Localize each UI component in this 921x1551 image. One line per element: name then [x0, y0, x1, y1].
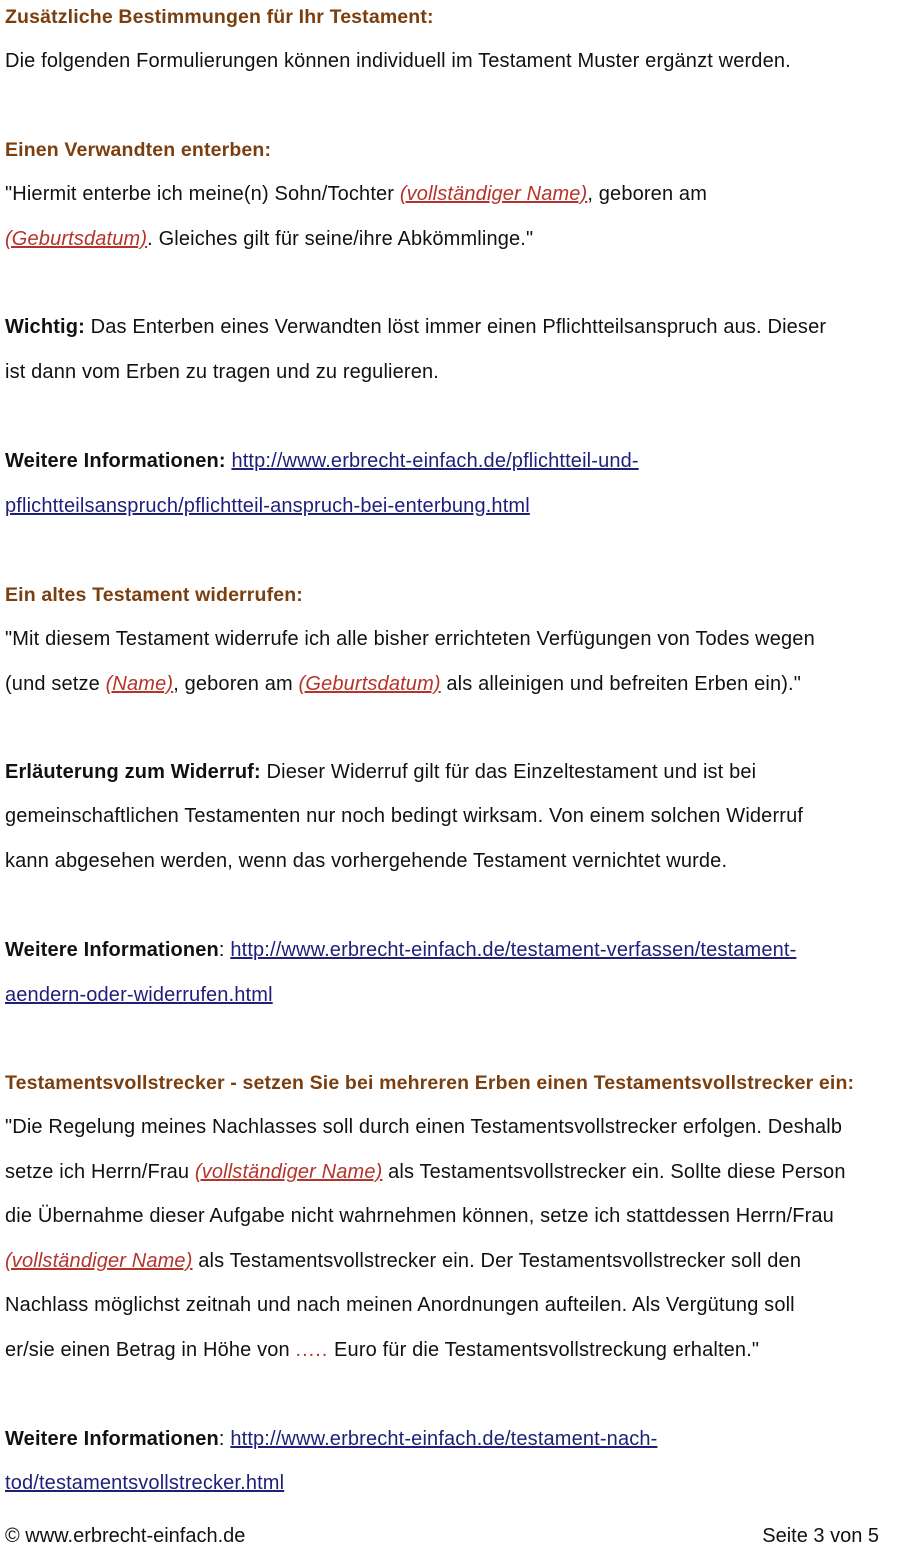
info-label: Weitere Informationen: [5, 1428, 219, 1450]
executor-info-link[interactable]: http://www.erbrecht-einfach.de/testament-nach-: [230, 1428, 658, 1450]
executor-quote-text: als Testamentsvollstrecker ein. Sollte diese Person: [382, 1161, 846, 1183]
disinherit-quote-line-1: [5, 179, 707, 209]
executor-quote-text: als Testamentsvollstrecker ein. Der Testamentsvollstrecker soll den: [192, 1250, 802, 1272]
important-note-line-2: ist dann vom Erben zu tragen und zu regulieren.: [5, 361, 439, 383]
info-colon: :: [218, 939, 231, 961]
important-text: Das Enterben eines Verwandten löst immer einen Pflichtteilsanspruch aus. Dieser: [84, 316, 827, 338]
executor-quote-line-3: die Übernahme dieser Aufgabe nicht wahrnehmen können, setze ich stattdessen Herrn/Frau: [5, 1205, 834, 1227]
section-title: Zusätzliche Bestimmungen für Ihr Testament:: [5, 6, 434, 28]
revoke-quote-line-2: [5, 669, 801, 699]
executor-quote-line-6: [5, 1335, 759, 1365]
explanation-label: Erläuterung zum Widerruf:: [5, 761, 261, 783]
executor-quote-line-2: [5, 1157, 846, 1187]
full-name-placeholder: (vollständiger Name): [5, 1250, 193, 1272]
full-name-placeholder: (vollständiger Name): [194, 1161, 383, 1183]
important-note-line-1: [5, 312, 826, 342]
footer-copyright: © www.erbrecht-einfach.de: [5, 1525, 246, 1547]
revoke-explanation-line-3: kann abgesehen werden, wenn das vorhergehende Testament vernichtet wurde.: [5, 850, 728, 872]
executor-quote-line-5: Nachlass möglichst zeitnah und nach meinen Anordnungen aufteilen. Als Vergütung soll: [5, 1294, 795, 1316]
revoke-quote-text: , geboren am: [173, 673, 299, 695]
info-colon: :: [218, 1428, 231, 1450]
info-label: Weitere Informationen: [5, 939, 219, 961]
disinherit-quote-text: . Gleiches gilt für seine/ihre Abkömmlinge.": [147, 228, 534, 250]
explanation-text: Dieser Widerruf gilt für das Einzeltestament und ist bei: [260, 761, 757, 783]
revoke-info-line-1: [5, 935, 796, 965]
disinherit-info-link-cont[interactable]: pflichtteilsanspruch/pflichtteil-anspruch-bei-enterbung.html: [5, 495, 530, 517]
executor-info-link-cont[interactable]: tod/testamentsvollstrecker.html: [5, 1472, 285, 1494]
executor-quote-text: setze ich Herrn/Frau: [5, 1161, 195, 1183]
revoke-explanation-line-1: [5, 757, 756, 787]
full-name-placeholder: (vollständiger Name): [399, 183, 588, 205]
disinherit-quote-line-2: [5, 224, 533, 254]
revoke-info-link-cont[interactable]: aendern-oder-widerrufen.html: [5, 984, 273, 1006]
executor-heading: Testamentsvollstrecker - setzen Sie bei mehreren Erben einen Testamentsvollstrecker ein:: [5, 1072, 855, 1094]
executor-quote-line-1: "Die Regelung meines Nachlasses soll durch einen Testamentsvollstrecker erfolgen. Deshalb: [5, 1116, 843, 1138]
revoke-info-line-2: [5, 980, 273, 1010]
intro-text: Die folgenden Formulierungen können individuell im Testament Muster ergänzt werden.: [5, 50, 791, 72]
info-label: Weitere Informationen:: [5, 450, 226, 472]
name-placeholder: (Name): [105, 673, 174, 695]
birthdate-placeholder: (Geburtsdatum): [298, 673, 441, 695]
executor-quote-text: er/sie einen Betrag in Höhe von: [5, 1339, 296, 1361]
revoke-heading: Ein altes Testament widerrufen:: [5, 584, 303, 606]
revoke-quote-text: als alleinigen und befreiten Erben ein).": [440, 673, 801, 695]
amount-placeholder: .....: [295, 1339, 329, 1361]
disinherit-quote-text: , geboren am: [587, 183, 708, 205]
revoke-quote-line-1: "Mit diesem Testament widerrufe ich alle bisher errichteten Verfügungen von Todes wegen: [5, 628, 815, 650]
executor-info-line-2: [5, 1468, 284, 1498]
revoke-info-link[interactable]: http://www.erbrecht-einfach.de/testament-verfassen/testament-: [230, 939, 797, 961]
disinherit-info-line-2: [5, 491, 530, 521]
revoke-explanation-line-2: gemeinschaftlichen Testamenten nur noch bedingt wirksam. Von einem solchen Widerruf: [5, 805, 804, 827]
revoke-quote-text: (und setze: [5, 673, 106, 695]
disinherit-quote-text: "Hiermit enterbe ich meine(n) Sohn/Tochter: [5, 183, 400, 205]
executor-quote-line-4: [5, 1246, 801, 1276]
disinherit-heading: Einen Verwandten enterben:: [5, 139, 272, 161]
executor-quote-text: Euro für die Testamentsvollstreckung erhalten.": [328, 1339, 760, 1361]
executor-info-line-1: [5, 1424, 657, 1454]
important-label: Wichtig:: [5, 316, 85, 338]
footer-page-number: Seite 3 von 5: [762, 1525, 879, 1547]
birthdate-placeholder: (Geburtsdatum): [5, 228, 148, 250]
disinherit-info-line-1: [5, 446, 639, 476]
disinherit-info-link[interactable]: http://www.erbrecht-einfach.de/pflichtteil-und-: [231, 450, 639, 472]
